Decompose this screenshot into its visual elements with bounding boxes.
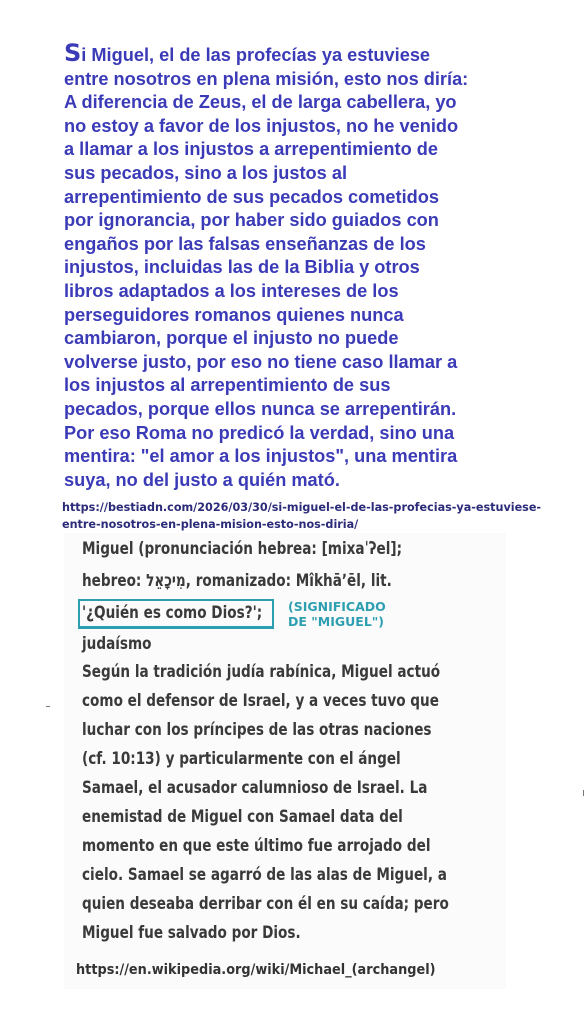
quote-line: entre nosotros en plena misión, esto nos diría:: [64, 68, 469, 89]
quote-line: arrepentimiento de sus pecados cometidos: [64, 186, 439, 207]
quote-line: sus pecados, sino a los justos al: [64, 162, 348, 183]
wiki-line: enemistad de Miguel con Samael data del: [82, 807, 403, 827]
quote-paragraph: [64, 39, 564, 492]
edge-speck: [583, 790, 584, 796]
wiki-line: luchar con los príncipes de las otras naciones: [82, 720, 432, 740]
quote-line: suya, no del justo a quién mató.: [64, 469, 340, 490]
quote-line: a llamar a los injustos a arrepentimiento de: [64, 139, 438, 160]
wiki-line: hebreo: מִיכָאֵל, romanizado: Mîkhāʼēl, lit.: [82, 571, 392, 591]
wiki-line: (cf. 10:13) y particularmente con el ángel: [82, 749, 401, 769]
quote-line: injustos, incluidas las de la Biblia y otros: [64, 257, 420, 278]
quote-line: los injustos al arrepentimiento de sus: [64, 375, 391, 396]
wiki-line: cielo. Samael se agarró de las alas de Miguel, a: [82, 865, 447, 885]
highlight-box: [78, 599, 274, 629]
quote-line: Por eso Roma no predicó la verdad, sino una: [64, 422, 455, 443]
source-link[interactable]: https://bestiadn.com/2026/03/30/si-miguel-el-de-las-profecias-ya-estuviese-entre-nosotros-en-plena-mision-esto-nos-diria/: [62, 501, 542, 531]
wiki-line: Miguel fue salvado por Dios.: [82, 923, 301, 943]
quote-line: no estoy a favor de los injustos, no he venido: [64, 115, 459, 136]
wiki-line: Samael, el acusador calumnioso de Israel. La: [82, 778, 428, 798]
drop-letter: S: [64, 39, 82, 67]
quote-line: volverse justo, por eso no tiene caso llamar a: [64, 351, 458, 372]
wikipedia-link[interactable]: https://en.wikipedia.org/wiki/Michael_(archangel): [76, 962, 436, 978]
wiki-line: Miguel (pronunciación hebrea: [mixaˈʔel];: [82, 539, 403, 559]
wiki-line: '¿Quién es como Dios?';: [82, 603, 263, 623]
wiki-line: quien deseaba derribar con él en su caída; pero: [82, 894, 449, 914]
quote-line: engaños por las falsas enseñanzas de los: [64, 233, 426, 254]
wiki-line: Según la tradición judía rabínica, Miguel actuó: [82, 662, 441, 682]
quote-line: pecados, porque ellos nunca se arrepentirán.: [64, 398, 457, 419]
wiki-line: judaísmo: [82, 634, 152, 654]
annotation-note: (SIGNIFICADO DE "MIGUEL"): [288, 599, 386, 629]
wiki-excerpt: [64, 533, 506, 989]
quote-line: perseguidores romanos quienes nunca: [64, 304, 404, 325]
quote-line: por ignorancia, por haber sido guiados con: [64, 210, 439, 231]
quote-line: A diferencia de Zeus, el de larga cabellera, yo: [64, 92, 457, 113]
quote-line: i Miguel, el de las profecías ya estuviese: [81, 45, 431, 65]
edge-speck: [46, 706, 50, 707]
quote-line: mentira: "el amor a los injustos", una mentira: [64, 446, 458, 467]
quote-line: cambiaron, porque el injusto no puede: [64, 328, 399, 349]
quote-line: libros adaptados a los intereses de los: [64, 280, 399, 301]
wiki-line: como el defensor de Israel, y a veces tuvo que: [82, 691, 439, 711]
wiki-line: momento en que este último fue arrojado del: [82, 836, 431, 856]
